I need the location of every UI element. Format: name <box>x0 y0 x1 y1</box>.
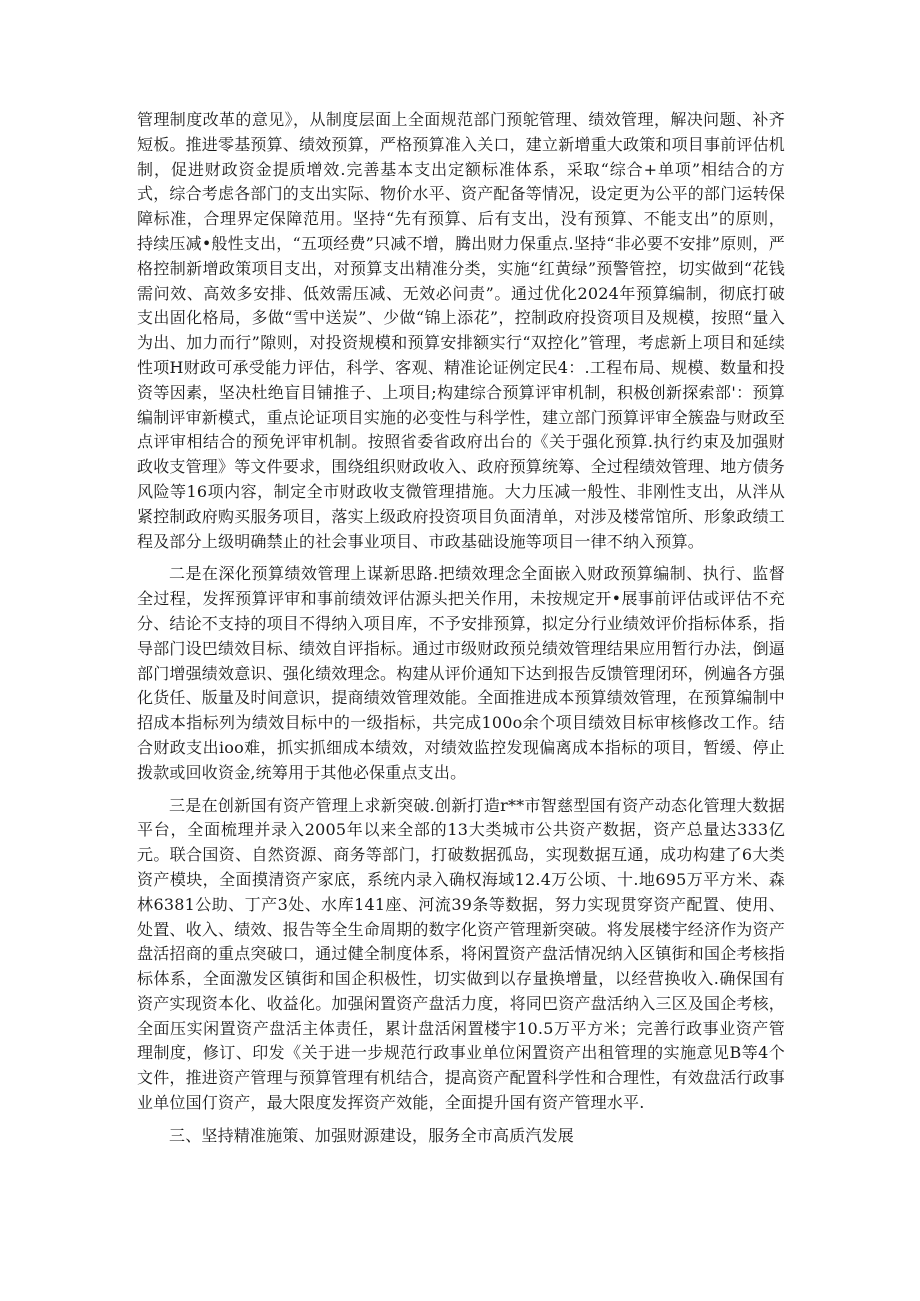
paragraph-state-assets: 三是在创新国有资产管理上求新突破.创新打造r**市智慈型国有资产动态化管理大数据平台，全面梳理并录入2005年以来全部的13大类城市公共资产数据，资产总量达333亿元。联合国资、自然资源、商务等部门，打破数据孤岛，实现数据互通，成功构建了6大类资产模块，全面摸清资产家底，系统内录入确权海域12.4万公顷、十.地695万平方米、森林6381公助、丁产3处、水库141座、河流39条等数据，努力实现贯穿资产配置、使用、处置、收入、绩效、报告等全生命周期的数字化资产管理新突破。将发展楼宇经济作为资产盘活招商的重点突破口，通过健全制度体系，将闲置资产盘活情况纳入区镇街和国企考核指标体系，全面激发区镇街和国企积极性，切实做到以存量换增量，以经营换收入.确保国有资产实现资本化、收益化。加强闲置资产盘活力度，将同巴资产盘活纳入三区及国企考核，全面压实闲置资产盘活主体责任，累计盘活闲置楼宇10.5万平方米；完善行政事业资产管理制度，修订、印发《关于进一步规范行政事业单位闲置资产出租管理的实施意见B等4个文件，推进资产管理与预算管理有机结合，提高资产配置科学性和合理性，有效盘活行政事业单位国仃资产，最大限度发挥资产效能，全面提升国有资产管理水平. <box>137 795 786 1113</box>
paragraph-gap <box>137 1116 785 1124</box>
document-page <box>137 108 785 1149</box>
paragraph-budget-reform: 管理制度改革的意见》，从制度层面上全面规范部门预鸵管理、绩效管理，解决问题、补齐短板。推进零基预算、绩效预算，严格预算准入关口，建立新增重大政策和项目事前评估机制，促进财政资金提质增效.完善基本支出定额标准体系，采取“综合+单项”相结合的方式，综合考虑各部门的支出实际、物价水平、资产配备等情况，设定更为公平的部门运转保障标准，合理界定保障范用。坚持“先有预算、后有支出，没有预算、不能支出”的原则，持续压减•般性支出，“五项经费”只减不增，腾出财力保重点.坚持“非必要不安排”原则，严格控制新增政策项目支出，对预算支出精准分类，实施“红黄绿”预警管控，切实做到“花钱需问效、高效多安排、低效需压减、无效必问责”。通过优化2024年预算编制，彻底打破支出固化格局，多做“雪中送炭”、少做“锦上添花”，控制政府投资项目及规模，按照“量入为出、加力而行”隙则，对投资规模和预算安排额实行“双控化”管理，考虑新上项目和延续性项H财政可承受能力评估，科学、客观、精准论证例定民4：.工程布局、规模、数量和投资等因素，坚决杜绝盲目铺推子、上项目;构建综合预算评审机制，积极创新探索部'：预算编制评审新模式，重点论证项目实施的必变性与科学性，建立部门预算评审全簇盎与财政至点评审相结合的预免评审机制。按照省委省政府出台的《关于强化预算.执行约束及加强财政收支管理》等文件要求，围绕组织财政收入、政府预算统筹、全过程绩效管理、地方债务风险等16项内容，制定全市财政收支微管理措施。大力压减一般性、非刚性支出，从泮从紧控制政府购买服务项目，落实上级政府投资项目负面清单，对涉及楼常馆所、形象政绩工程及部分上级明确禁止的社会事业项目、市政基础设施等项目一律不纳入预算。 <box>137 110 786 551</box>
section-heading: 三、坚持精准施策、加强财源建设，服务全市高质汽发展 <box>169 1125 575 1145</box>
paragraph-gap <box>137 554 785 562</box>
paragraph-performance-management: 二是在深化预算绩效管理上谋新思路.把绩效理念全面嵌入财政预算编制、执行、监督全过程，发挥预算评审和事前绩效评估源头把关作用，未按规定开•展事前评估或评估不充分、结论不支持的项目不得纳入项目库，不予安排预算，拟定分行业绩效评价指标体系，指导部门设巴绩效目标、绩效自评指标。通过市级财政预兑绩效管理结果应用暂行办法，倒逼部门增强绩效意识、强化绩效理念。构建从评价通知下达到报告反馈管理闭环，例遍各方强化货任、版量及时间意识，提商绩效管理效能。全面推进成本预算绩效管理，在预算编制中招成本指标列为绩效目标中的一级指标，共完成100o余个项目绩效目标审核修改工作。结合财政支出ioo难，抓实抓细成本绩效，对绩效监控发现偏离成本指标的项目，暂缓、停止拨款或回收资金,统筹用于其他必保重点支出。 <box>137 564 786 782</box>
paragraph-gap <box>137 786 785 794</box>
